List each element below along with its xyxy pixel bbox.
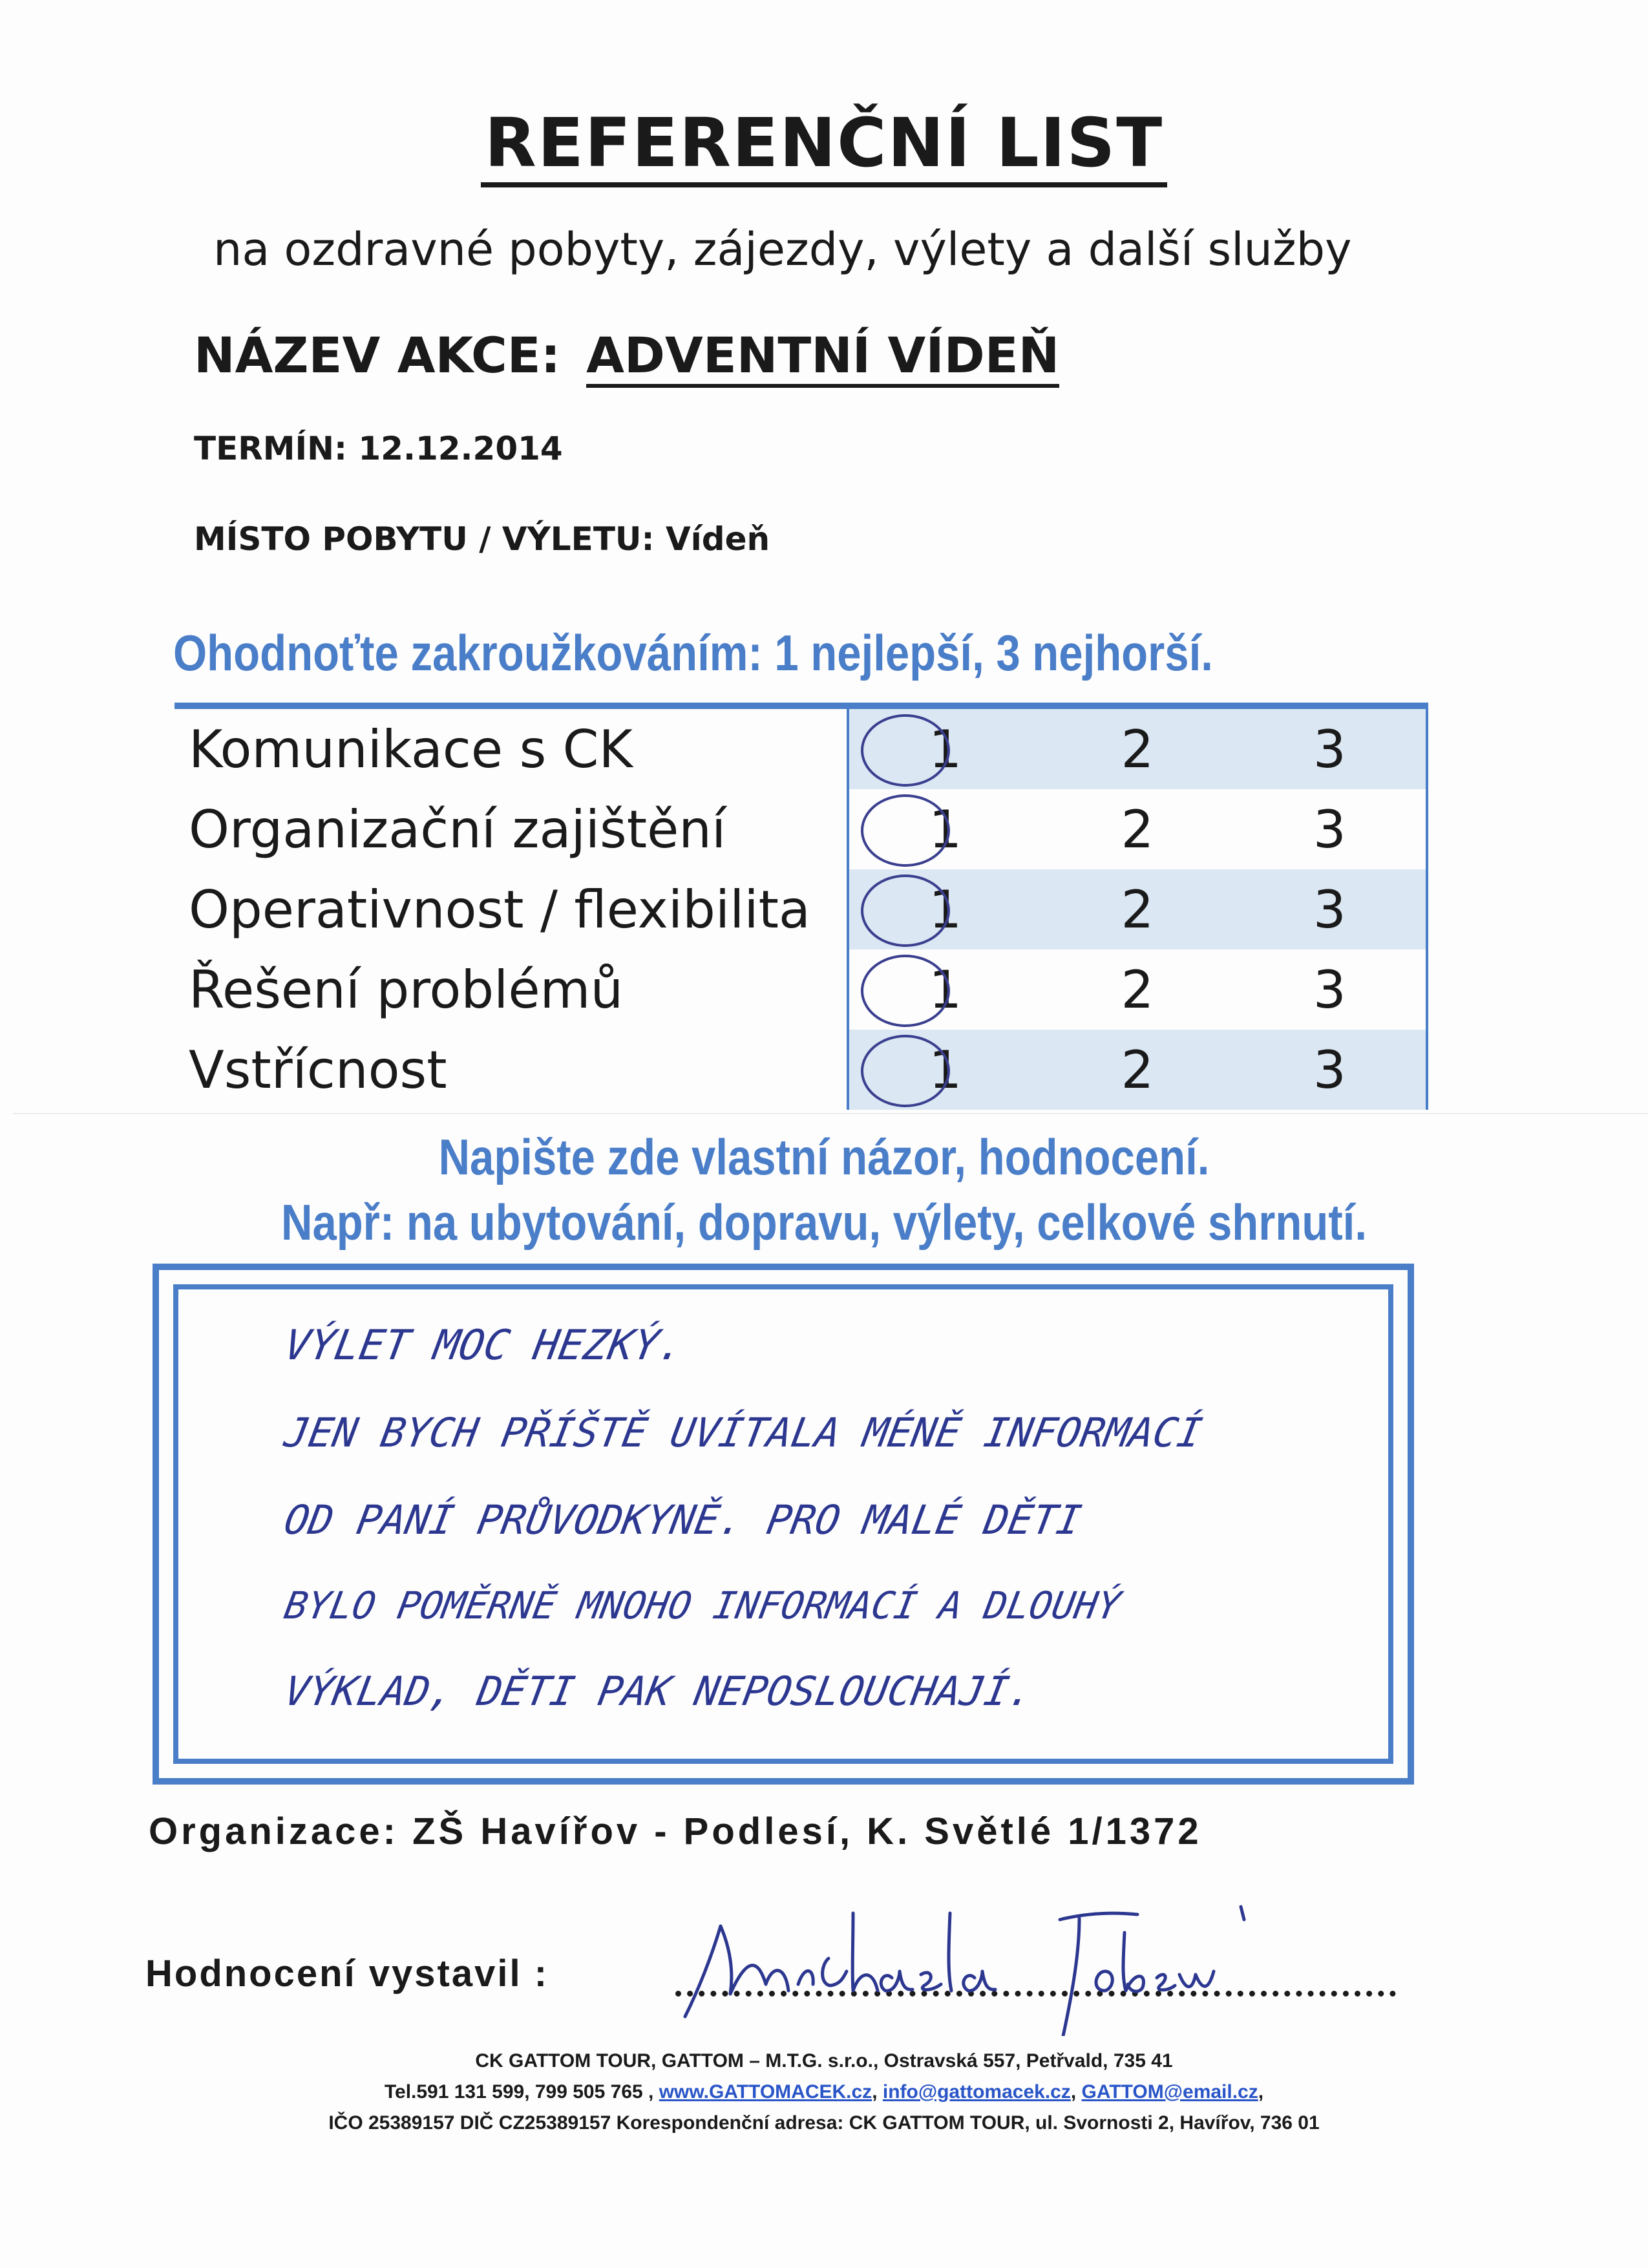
- footer-email-link[interactable]: info@gattomacek.cz: [882, 2081, 1071, 2103]
- rating-table: [174, 709, 1428, 1110]
- score-option-1[interactable]: [848, 949, 1041, 1030]
- score-value: 1: [929, 959, 962, 1020]
- paper-fold-line: [13, 1113, 1648, 1114]
- comment-heading-line-1: Napište zde vlastní názor, hodnocení.: [438, 1129, 1210, 1185]
- footer-registration: IČO 25389157 DIČ CZ25389157 Korespondenční adresa: CK GATTOM TOUR, ul. Svornosti 2, Havířov, 736 01: [328, 2112, 1320, 2134]
- rating-row: [174, 949, 1427, 1030]
- score-option-2[interactable]: [1041, 789, 1233, 869]
- score-value: 1: [929, 879, 962, 940]
- score-option-2[interactable]: [1041, 949, 1233, 1030]
- footer-separator: ,: [1258, 2081, 1264, 2103]
- footer-separator: ,: [1070, 2081, 1077, 2103]
- rating-row: [174, 709, 1427, 789]
- document-title-text: REFERENČNÍ LIST: [481, 103, 1167, 187]
- date-value: 12.12.2014: [358, 430, 563, 467]
- circled-mark: [861, 794, 950, 867]
- score-option-3[interactable]: [1234, 709, 1427, 789]
- footer-web-link[interactable]: www.GATTOMACEK.cz: [659, 2081, 872, 2103]
- circled-mark: [861, 714, 950, 787]
- handwritten-line: OD PANÍ PRŮVODKYNĚ. PRO MALÉ DĚTI: [280, 1496, 1086, 1543]
- criterion-label: Organizační zajištění: [189, 799, 726, 860]
- event-name-value: ADVENTNÍ VÍDEŇ: [586, 326, 1059, 388]
- handwritten-line: VÝLET MOC HEZKÝ.: [280, 1322, 688, 1370]
- signer-label: Hodnocení vystavil :: [145, 1953, 549, 1995]
- score-value: 2: [1121, 1039, 1154, 1100]
- score-value: 2: [1121, 799, 1154, 860]
- rating-row: [174, 869, 1427, 949]
- event-name-row: [194, 326, 1059, 384]
- document-title: [0, 103, 1648, 182]
- score-value: 1: [929, 1039, 962, 1100]
- score-option-1[interactable]: [848, 709, 1041, 789]
- circled-mark: [861, 955, 950, 1027]
- score-option-3[interactable]: [1234, 789, 1427, 869]
- date-row: [194, 430, 563, 467]
- score-value: 1: [929, 799, 962, 860]
- handwritten-line: JEN BYCH PŘÍŠTĚ UVÍTALA MÉNĚ INFORMACÍ: [280, 1409, 1206, 1456]
- score-option-2[interactable]: [1041, 1030, 1233, 1110]
- footer-separator: ,: [872, 2081, 878, 2103]
- date-label: TERMÍN:: [194, 430, 347, 467]
- organization-label: Organizace:: [149, 1810, 399, 1852]
- circled-mark: [861, 874, 950, 947]
- score-option-1[interactable]: [848, 1030, 1041, 1110]
- score-option-3[interactable]: [1234, 869, 1427, 949]
- score-option-1[interactable]: [848, 789, 1041, 869]
- comment-heading: [0, 1128, 1648, 1252]
- footer-address: CK GATTOM TOUR, GATTOM – M.T.G. s.r.o., Ostravská 557, Petřvald, 735 41: [475, 2050, 1173, 2072]
- score-value: 3: [1313, 719, 1346, 779]
- handwritten-line: VÝKLAD, DĚTI PAK NEPOSLOUCHAJÍ.: [280, 1668, 1037, 1715]
- score-value: 3: [1313, 879, 1346, 940]
- score-option-3[interactable]: [1234, 949, 1427, 1030]
- score-value: 2: [1121, 719, 1154, 779]
- event-name-label: NÁZEV AKCE:: [194, 326, 561, 384]
- footer-phones: Tel.591 131 599, 799 505 765 ,: [384, 2081, 654, 2103]
- score-value: 1: [929, 719, 962, 779]
- document-subtitle: na ozdravné pobyty, zájezdy, výlety a další služby: [213, 223, 1352, 276]
- criterion-label: Operativnost / flexibilita: [189, 879, 810, 940]
- footer-email-link[interactable]: GATTOM@email.cz: [1081, 2081, 1258, 2103]
- score-option-3[interactable]: [1234, 1030, 1427, 1110]
- comment-box[interactable]: [153, 1264, 1414, 1785]
- rating-row: [174, 789, 1427, 869]
- score-value: 3: [1313, 1039, 1346, 1100]
- score-value: 3: [1313, 959, 1346, 1020]
- handwritten-signature: [659, 1887, 1305, 2036]
- place-value: Vídeň: [665, 520, 770, 558]
- score-value: 3: [1313, 799, 1346, 860]
- score-value: 2: [1121, 959, 1154, 1020]
- rating-instruction: Ohodnoťte zakroužkováním: 1 nejlepší, 3 nejhorší.: [173, 624, 1213, 681]
- organization-row: [149, 1810, 1202, 1853]
- organization-value: ZŠ Havířov - Podlesí, K. Světlé 1/1372: [412, 1810, 1202, 1852]
- score-value: 2: [1121, 879, 1154, 940]
- place-row: [194, 520, 770, 558]
- score-option-2[interactable]: [1041, 709, 1233, 789]
- handwritten-line: BYLO POMĚRNĚ MNOHO INFORMACÍ A DLOUHÝ: [281, 1584, 1125, 1627]
- footer-contact: [0, 2046, 1648, 2139]
- circled-mark: [861, 1035, 950, 1107]
- criterion-label: Vstřícnost: [189, 1039, 447, 1100]
- rating-row: [174, 1030, 1427, 1110]
- rating-rule: [174, 703, 1428, 709]
- comment-heading-line-2: Např: na ubytování, dopravu, výlety, celkové shrnutí.: [281, 1194, 1367, 1251]
- place-label: MÍSTO POBYTU / VÝLETU:: [194, 520, 655, 558]
- criterion-label: Řešení problémů: [189, 959, 624, 1020]
- footer-contacts-row: [0, 2077, 1648, 2108]
- score-option-2[interactable]: [1041, 869, 1233, 949]
- score-option-1[interactable]: [848, 869, 1041, 949]
- criterion-label: Komunikace s CK: [189, 719, 633, 779]
